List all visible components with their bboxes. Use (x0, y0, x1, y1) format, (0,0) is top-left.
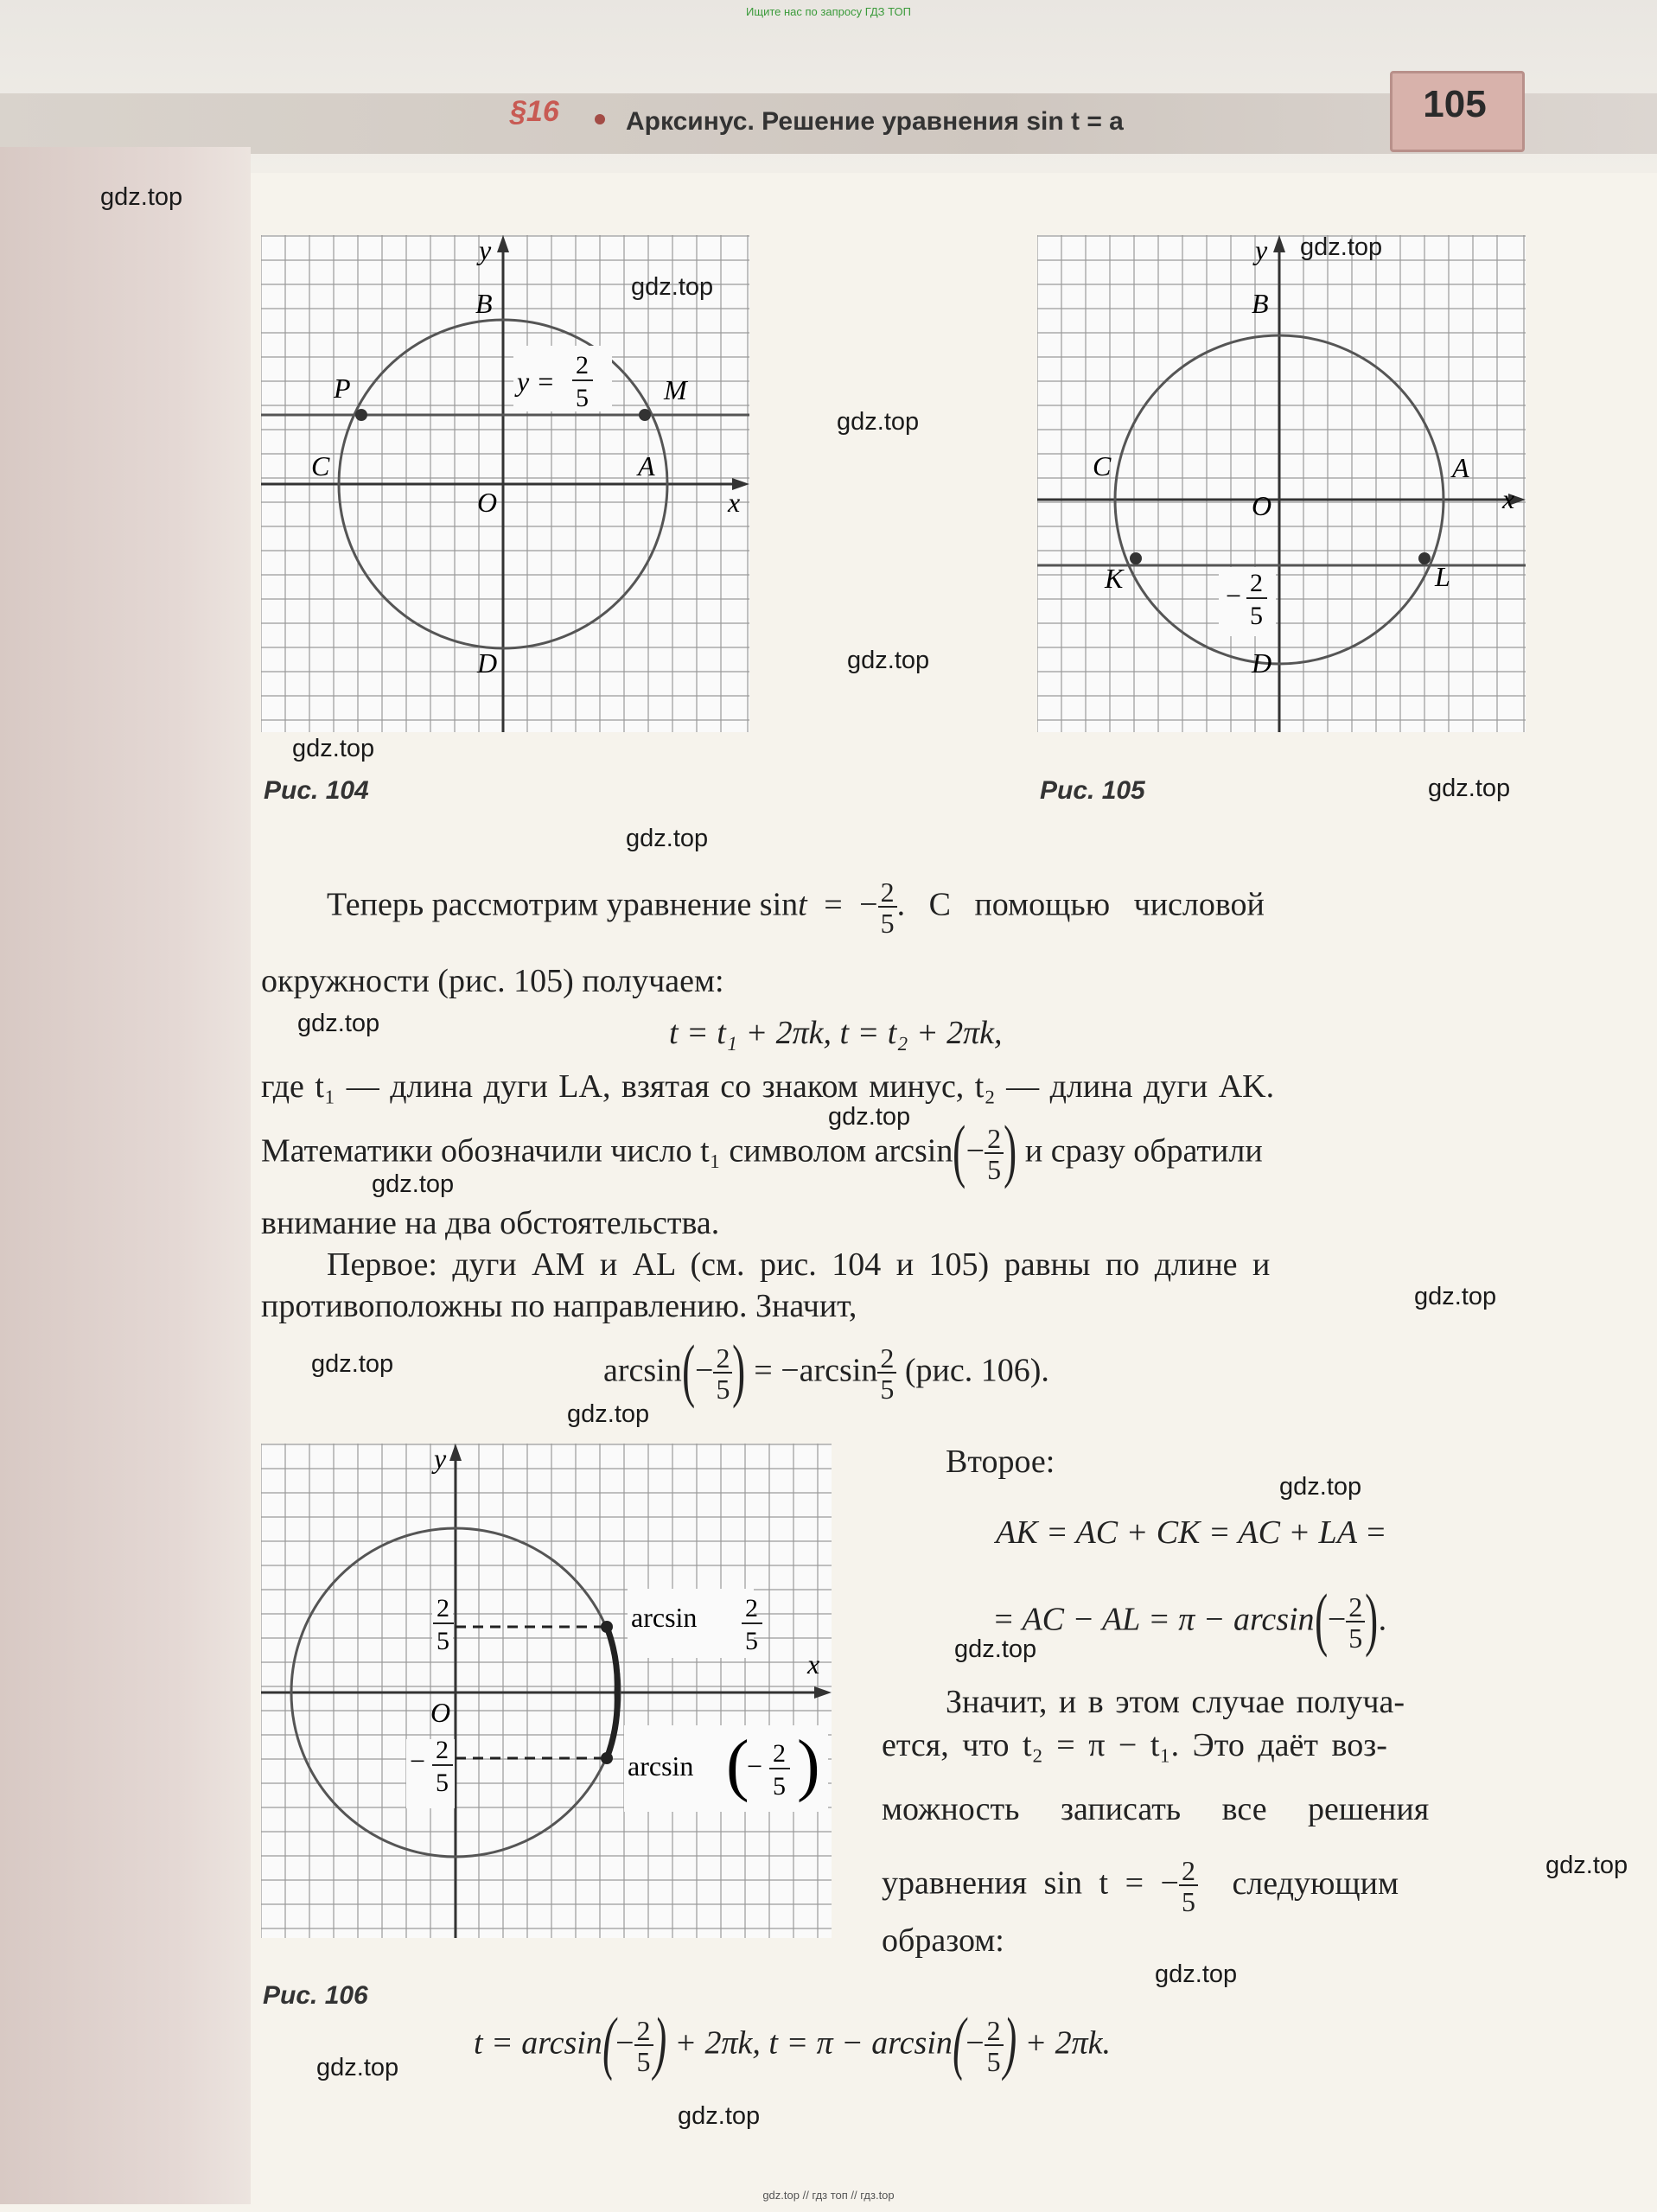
text: Теперь рассмотрим уравнение sin (327, 886, 799, 923)
label-m: M (664, 374, 687, 405)
numerator: 2 (985, 2017, 1004, 2046)
text: . С помощью числовой (896, 886, 1265, 923)
figure-104 (261, 235, 749, 732)
minus-sign: − (747, 1750, 763, 1782)
text: = −arcsin (754, 1352, 878, 1389)
denominator: 5 (880, 1374, 895, 1405)
frac-den: 5 (745, 1627, 758, 1655)
point-top (601, 1621, 613, 1633)
y-axis-arrow (449, 1444, 462, 1461)
caption-105: Рис. 105 (1040, 776, 1145, 805)
watermark: gdz.top (567, 1400, 650, 1428)
label-x: x (728, 487, 741, 518)
paren-right: ) (797, 1727, 820, 1803)
text: уравнения sin t = − (882, 1865, 1179, 1902)
paren-left: ( (953, 1111, 966, 1189)
minus: − (695, 1352, 714, 1389)
label-y: y (479, 235, 492, 265)
watermark: gdz.top (316, 2054, 399, 2081)
right-line-2: ется, что t₂ = π − t₁. Это даёт воз- (882, 1727, 1387, 1763)
text: Математики обозначили число t₁ символом arcsin (261, 1132, 953, 1170)
site-note-bottom: gdz.top // гдз топ // гдз.top (762, 2189, 895, 2202)
caption-106: Рис. 106 (263, 1981, 368, 2010)
watermark: gdz.top (837, 408, 920, 436)
fraction (1179, 1857, 1198, 1916)
label-c: C (311, 450, 330, 481)
paren-left: ( (602, 2003, 615, 2081)
equation-1: t = t₁ + 2πk, t = t₂ + 2πk, (669, 1015, 1003, 1051)
denominator: 5 (880, 908, 895, 939)
label-o: O (1252, 490, 1272, 521)
minus: − (1327, 1601, 1347, 1638)
paragraph-2: окружности (рис. 105) получаем: (261, 963, 724, 999)
watermark: gdz.top (954, 1635, 1037, 1663)
frac-den: 5 (773, 1772, 786, 1801)
minus: − (859, 886, 878, 923)
label-k: K (1105, 563, 1124, 594)
label-l: L (1435, 561, 1450, 592)
label-a: A (1452, 452, 1469, 483)
denominator: 5 (986, 2046, 1001, 2077)
y-axis-arrow (497, 235, 509, 252)
arcsin-label-top: arcsin (631, 1602, 698, 1633)
numerator: 2 (1179, 1857, 1198, 1886)
numerator: 2 (985, 1125, 1004, 1154)
paren-right: ) (653, 2003, 666, 2081)
frac-num: 2 (773, 1739, 786, 1768)
watermark: gdz.top (372, 1170, 455, 1198)
text: следующим (1232, 1865, 1399, 1902)
equation-4 (992, 1579, 1387, 1658)
label-d: D (477, 647, 498, 679)
final-equation (474, 2003, 1111, 2081)
watermark: gdz.top (847, 647, 930, 674)
watermark: gdz.top (1279, 1473, 1362, 1501)
minus-sign: − (1226, 580, 1242, 611)
minus: − (615, 2024, 634, 2062)
numerator: 2 (877, 1344, 896, 1374)
watermark: gdz.top (311, 1350, 394, 1378)
paren-left: ( (681, 1330, 695, 1409)
label-o: O (477, 487, 498, 518)
watermark: gdz.top (1414, 1283, 1497, 1310)
paragraph-5: внимание на два обстоятельства. (261, 1205, 720, 1241)
label-o: O (430, 1697, 451, 1728)
equation-2 (603, 1330, 1049, 1409)
x-axis-arrow (814, 1686, 832, 1699)
frac-den: 5 (436, 1769, 449, 1797)
paragraph-1 (327, 878, 1265, 937)
watermark: gdz.top (1300, 233, 1383, 261)
section-title: Арксинус. Решение уравнения sin t = a (626, 107, 1124, 136)
text: + 2πk, t = π − arcsin (674, 2024, 953, 2062)
frac-num: 2 (1250, 569, 1263, 597)
grid (1037, 235, 1526, 732)
watermark: gdz.top (678, 2102, 761, 2130)
line-eq-label: y = (517, 366, 555, 397)
fraction (985, 1125, 1004, 1183)
text: t = arcsin (474, 2024, 602, 2062)
point-m (639, 409, 651, 421)
denominator: 5 (716, 1374, 730, 1405)
numerator: 2 (878, 878, 897, 908)
minus: − (966, 2024, 985, 2062)
watermark: gdz.top (1428, 775, 1511, 802)
page-number: 105 (1423, 83, 1487, 125)
point-bottom (601, 1752, 613, 1764)
watermark: gdz.top (631, 273, 714, 301)
fraction (634, 2017, 653, 2075)
caption-104: Рис. 104 (264, 776, 369, 805)
frac-den: 5 (437, 1627, 449, 1655)
watermark: gdz.top (297, 1010, 380, 1037)
label-x: x (807, 1648, 820, 1680)
line-eq-num: 2 (576, 351, 589, 379)
paren-right: ) (1365, 1579, 1379, 1658)
label-b: B (1252, 288, 1269, 319)
numerator: 2 (1346, 1593, 1365, 1622)
frac-num: 2 (745, 1594, 758, 1622)
grid (261, 1444, 832, 1938)
label-x: x (1502, 483, 1515, 514)
right-line-5: образом: (882, 1922, 1004, 1959)
section-number: §16 (510, 95, 559, 128)
text: (рис. 106). (904, 1352, 1049, 1389)
right-line-4 (882, 1857, 1399, 1916)
point-p (355, 409, 367, 421)
arc-negative (607, 1692, 617, 1758)
section-bullet (595, 114, 605, 124)
site-note-top: Ищите нас по запросу ГДЗ ТОП (746, 5, 911, 18)
watermark: gdz.top (1155, 1960, 1238, 1988)
label-y: y (1255, 235, 1268, 265)
text: = AC − AL = π − arcsin (992, 1601, 1315, 1638)
watermark: gdz.top (626, 825, 709, 852)
var-t: t (798, 886, 807, 923)
y-axis-arrow (1273, 235, 1285, 252)
arc-positive (607, 1627, 617, 1692)
minus: − (966, 1132, 985, 1170)
label-b: B (475, 288, 493, 319)
second-label: Второе: (946, 1444, 1055, 1480)
label-p: P (334, 373, 351, 404)
fraction (878, 878, 897, 937)
text: + 2πk. (1024, 2024, 1111, 2062)
label-d: D (1252, 647, 1272, 679)
right-line-1: Значит, и в этом случае получа- (946, 1684, 1405, 1720)
paren-right: ) (1004, 1111, 1017, 1189)
watermark: gdz.top (292, 735, 375, 762)
fraction (713, 1344, 732, 1403)
text: и сразу обратили (1024, 1132, 1263, 1170)
text: . (1378, 1601, 1387, 1638)
figure-105 (1037, 235, 1526, 732)
paragraph-3: где t₁ — длина дуги LA, взятая со знаком минус, t₂ — длина дуги AK. (261, 1068, 1275, 1105)
fraction (1346, 1593, 1365, 1652)
figure-106-drawing (261, 1444, 832, 1938)
arcsin-label-bottom: arcsin (628, 1750, 694, 1782)
paren-left: ( (953, 2003, 966, 2081)
paragraph-6: Первое: дуги AM и AL (см. рис. 104 и 105) равны по длине и (327, 1246, 1271, 1283)
page-margin-band (0, 147, 251, 2204)
watermark: gdz.top (1545, 1852, 1628, 1879)
numerator: 2 (713, 1344, 732, 1374)
paragraph-7: противоположны по направлению. Значит, (261, 1288, 857, 1324)
paren-right: ) (1003, 2003, 1017, 2081)
figure-106 (261, 1444, 832, 1938)
label-y: y (434, 1444, 447, 1474)
paren-left: ( (1314, 1579, 1328, 1658)
figure-104-drawing (261, 235, 749, 732)
point-l (1418, 552, 1431, 564)
watermark: gdz.top (828, 1103, 911, 1131)
paren-left: ( (726, 1727, 749, 1803)
paren-right: ) (732, 1330, 746, 1409)
fraction (877, 1344, 896, 1403)
denominator: 5 (987, 1154, 1002, 1185)
equals: = (824, 886, 843, 923)
label-a: A (638, 450, 655, 481)
right-line-3: можность записать все решения (882, 1791, 1430, 1827)
fraction (985, 2017, 1004, 2075)
denominator: 5 (636, 2046, 651, 2077)
numerator: 2 (634, 2017, 653, 2046)
minus-sign: − (410, 1745, 426, 1776)
frac-num: 2 (437, 1594, 449, 1622)
figure-105-drawing (1037, 235, 1526, 732)
frac-den: 5 (1250, 602, 1263, 630)
watermark: gdz.top (100, 183, 183, 211)
equation-3: AK = AC + CK = AC + LA = (996, 1514, 1387, 1551)
frac-num: 2 (436, 1736, 449, 1764)
label-c: C (1093, 450, 1112, 481)
text: arcsin (603, 1352, 682, 1389)
point-k (1130, 552, 1142, 564)
denominator: 5 (1181, 1886, 1195, 1917)
line-eq-den: 5 (576, 384, 589, 412)
denominator: 5 (1348, 1622, 1363, 1654)
